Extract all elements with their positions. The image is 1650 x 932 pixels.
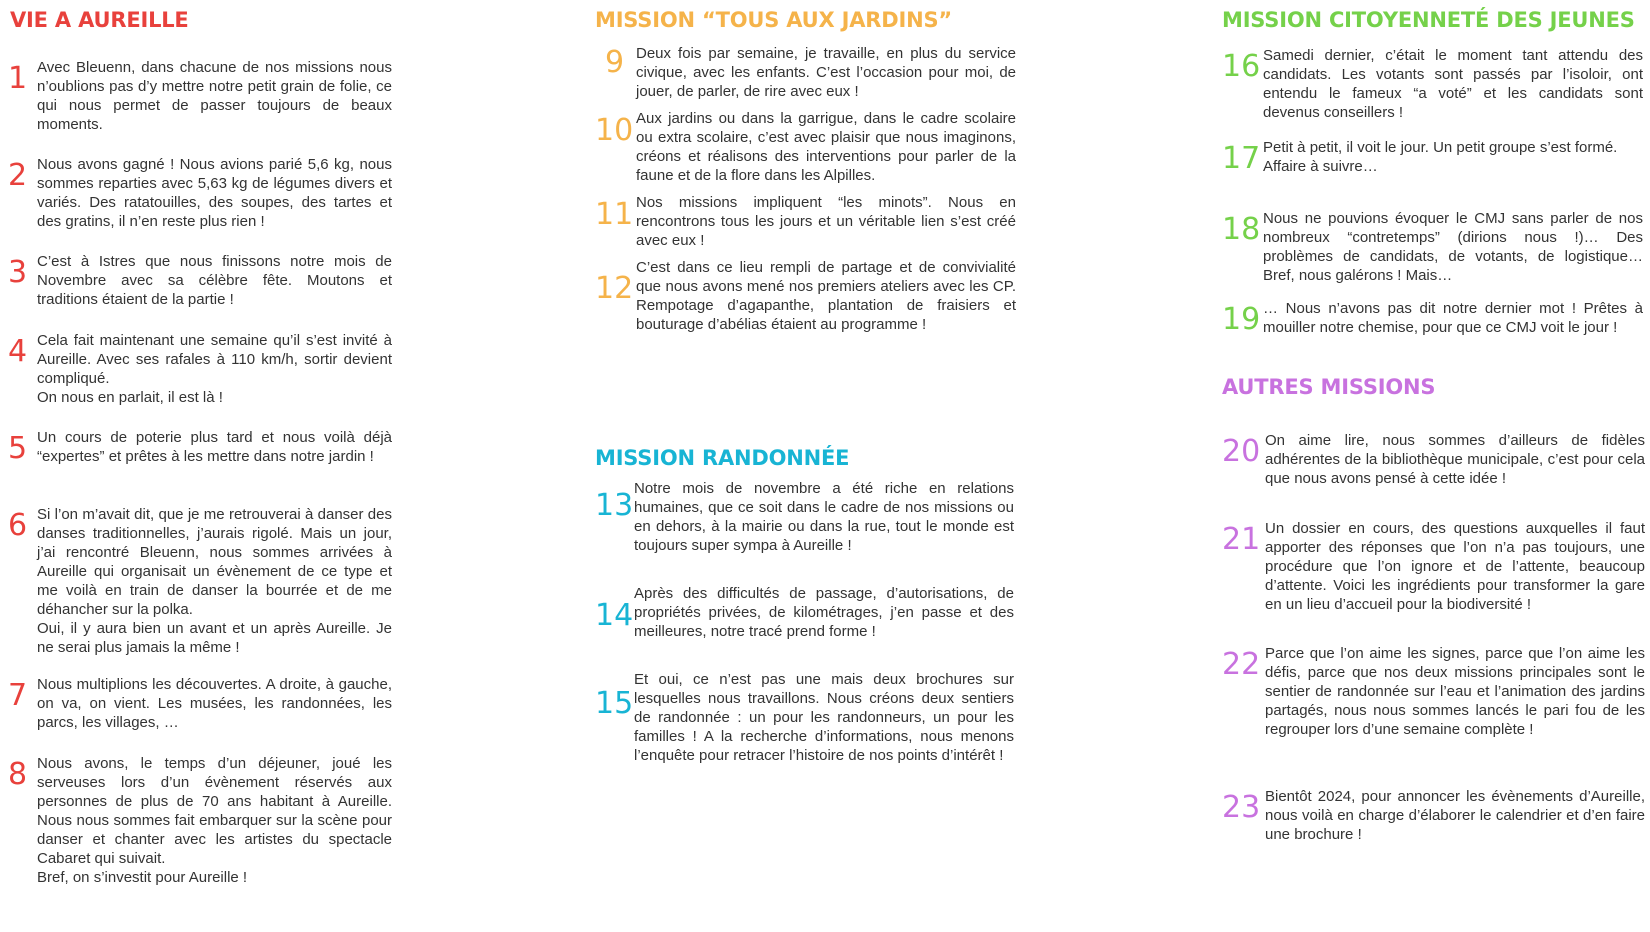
item-text: Avec Bleuenn, dans chacune de nos missions nous n’oublions pas d’y mettre notre petit grain de folie, ce qui nous permet de passer toujours de beaux moments.: [37, 59, 392, 133]
item-text: Nous multiplions les découvertes. A droite, à gauche, on va, on vient. Les musées, les randonnées, les parcs, les villages, …: [37, 676, 392, 731]
item-text: Et oui, ce n’est pas une mais deux brochures sur lesquelles nous travaillons. Nous créons deux sentiers de randonnée : un pour les randonneurs, un pour les familles ! A la recherche d’informations, nous menons l’enquête pour retracer l’histoire de nos points d’intérêt !: [634, 671, 1014, 764]
item-text: … Nous n’avons pas dit notre dernier mot ! Prêtes à mouiller notre chemise, pour que ce CMJ voit le jour !: [1263, 300, 1643, 336]
item-text: Nos missions impliquent “les minots”. Nous en rencontrons tous les jours et un véritable lien s’est créé avec eux !: [636, 194, 1016, 249]
item-number: 3: [8, 255, 28, 290]
section-title-citoyennete: MISSION CITOYENNETÉ DES JEUNES: [1222, 8, 1635, 32]
item-text: Nous avons gagné ! Nous avions parié 5,6 kg, nous sommes reparties avec 5,63 kg de légumes divers et variés. Des ratatouilles, des soupes, des tartes et des gratins, il n’en reste plus rien !: [37, 156, 392, 230]
item-number: 21: [1222, 522, 1261, 557]
item-text: Petit à petit, il voit le jour. Un petit groupe s’est formé. Affaire à suivre…: [1263, 139, 1618, 175]
item-text: Samedi dernier, c’était le moment tant attendu des candidats. Les votants sont passés par l’isoloir, ont entendu le fameux “a voté” et les candidats sont devenus conseillers !: [1263, 47, 1643, 121]
item-number: 7: [8, 678, 28, 713]
item-number: 20: [1222, 434, 1261, 469]
item-number: 14: [595, 598, 634, 633]
item-number: 11: [595, 197, 634, 232]
item-text: Notre mois de novembre a été riche en relations humaines, que ce soit dans le cadre de nos missions ou en dehors, à la mairie ou dans la rue, tout le monde est toujours super sympa à Aureille !: [634, 480, 1014, 554]
item-number: 6: [8, 508, 28, 543]
item-number: 8: [8, 757, 28, 792]
item-text: Si l’on m’avait dit, que je me retrouverai à danser des danses traditionnelles, j’aurais rigolé. Mais un jour, j’ai rencontré Bleuenn, nous sommes arrivées à Aureille qui organisait un évènement de ce type et me voilà en train de danser la bourrée et de me déhancher sur la polka. Oui, il y aura bien un avant et un après Aureille. Je ne serai plus jamais la même !: [37, 506, 392, 656]
section-title-vie: VIE A AUREILLE: [10, 8, 189, 32]
item-text: Cela fait maintenant une semaine qu’il s’est invité à Aureille. Avec ses rafales à 110 km/h, sortir devient compliqué. On nous en parlait, il est là !: [37, 332, 392, 406]
item-number: 9: [605, 45, 625, 80]
item-number: 22: [1222, 647, 1261, 682]
item-text: Un dossier en cours, des questions auxquelles il faut apporter des réponses que l’on n’a pas toujours, une procédure que l’on ignore et de l’attente, beaucoup d’attente. Voici les ingrédients pour transformer la gare en un lieu d’accueil pour la biodiversité !: [1265, 520, 1645, 613]
item-text: Parce que l’on aime les signes, parce que l’on aime les défis, parce que nos deux missions principales sont le sentier de randonnée sur l’eau et l’animation des jardins partagés, nous nous sommes lancés le pari fou de les regrouper lors d’une semaine complète !: [1265, 645, 1645, 738]
section-title-jardins: MISSION “TOUS AUX JARDINS”: [595, 8, 952, 32]
item-number: 4: [8, 334, 28, 369]
item-text: Nous ne pouvions évoquer le CMJ sans parler de nos nombreux “contretemps” (dirions nous !)… Des problèmes de candidats, de votants, de logistique… Bref, nous galérons ! Mais…: [1263, 210, 1643, 284]
item-text: Après des difficultés de passage, d’autorisations, de propriétés privées, de kilométrages, j’en passe et des meilleures, notre tracé prend forme !: [634, 585, 1014, 640]
section-title-autres: AUTRES MISSIONS: [1222, 375, 1436, 399]
item-text: Un cours de poterie plus tard et nous voilà déjà “expertes” et prêtes à les mettre dans notre jardin !: [37, 429, 392, 465]
section-title-randonnee: MISSION RANDONNÉE: [595, 446, 850, 470]
item-text: Aux jardins ou dans la garrigue, dans le cadre scolaire ou extra scolaire, c’est avec plaisir que nous imaginons, créons et réalisons des interventions pour parler de la faune et de la flore dans les Alpilles.: [636, 110, 1016, 184]
item-text: Deux fois par semaine, je travaille, en plus du service civique, avec les enfants. C’est l’occasion pour moi, de jouer, de parler, de rire avec eux !: [636, 45, 1016, 100]
item-number: 18: [1222, 212, 1261, 247]
item-number: 15: [595, 686, 634, 721]
item-number: 19: [1222, 302, 1261, 337]
item-number: 10: [595, 113, 634, 148]
item-number: 13: [595, 488, 634, 523]
item-text: Nous avons, le temps d’un déjeuner, joué les serveuses lors d’un évènement réservés aux personnes de plus de 70 ans habitant à Aureille. Nous nous sommes fait embarquer sur la scène pour danser et chanter avec les artistes du spectacle Cabaret qui suivait. Bref, on s’investit pour Aureille !: [37, 755, 392, 886]
item-text: C’est dans ce lieu rempli de partage et de convivialité que nous avons mené nos premiers ateliers avec les CP. Rempotage d’agapanthe, plantation de fraisiers et bouturage d’abélias étaient au programme !: [636, 259, 1016, 333]
item-number: 2: [8, 158, 28, 193]
item-text: On aime lire, nous sommes d’ailleurs de fidèles adhérentes de la bibliothèque municipale, c’est pour cela que nous avons pensé à cette idée !: [1265, 432, 1645, 487]
item-number: 23: [1222, 790, 1261, 825]
item-number: 5: [8, 431, 28, 466]
item-text: C’est à Istres que nous finissons notre mois de Novembre avec sa célèbre fête. Moutons et traditions étaient de la partie !: [37, 253, 392, 308]
item-number: 17: [1222, 141, 1261, 176]
item-number: 1: [8, 61, 28, 96]
item-number: 16: [1222, 49, 1261, 84]
item-text: Bientôt 2024, pour annoncer les évènements d’Aureille, nous voilà en charge d’élaborer le calendrier et d’en faire une brochure !: [1265, 788, 1645, 843]
item-number: 12: [595, 271, 634, 306]
